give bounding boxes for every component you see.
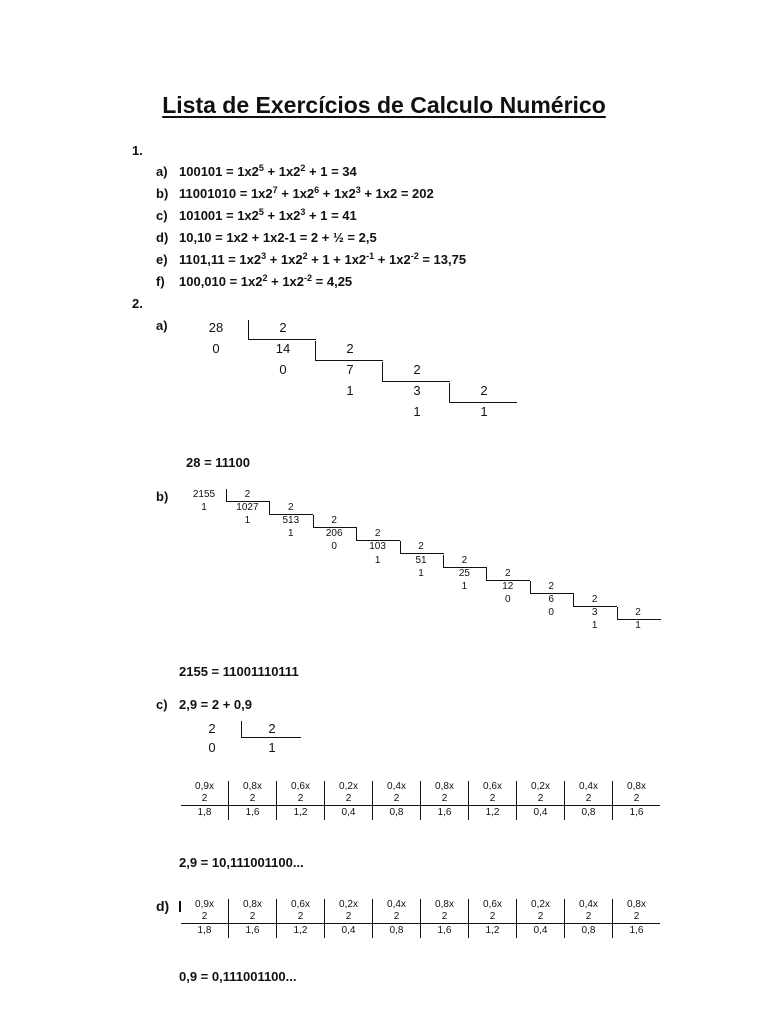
division-dividend: 1027 xyxy=(236,502,259,514)
division-dividend: 2155 xyxy=(192,489,216,500)
table-row xyxy=(181,781,660,793)
table-cell: 2 xyxy=(421,793,469,806)
division-remainder: 1 xyxy=(288,528,294,540)
division-vertical-line xyxy=(449,383,450,402)
exponent: 2 xyxy=(302,251,308,261)
table-cell: 0,6x xyxy=(277,781,325,793)
division-remainder: 1 xyxy=(201,502,207,514)
table-cell: 0,4x xyxy=(373,781,421,793)
table-cell: 1,8 xyxy=(197,925,212,936)
item-2a-label: a) xyxy=(156,318,168,333)
item-2d-label: d) xyxy=(156,898,170,914)
section-1-number: 1. xyxy=(132,143,143,158)
item-1-label: d) xyxy=(156,230,169,245)
table-cell: 0,8 xyxy=(565,924,613,939)
table-cell: 1,2 xyxy=(469,806,517,821)
table-cell: 0,6x xyxy=(469,781,517,793)
table-cell: 0,6x xyxy=(469,899,517,911)
division-final-quotient: 1 xyxy=(635,620,641,631)
division-2c-dividend: 2 xyxy=(208,721,216,736)
table-cell: 0,8x xyxy=(229,899,277,911)
division-2c-quotient: 1 xyxy=(268,740,276,755)
exponent: 5 xyxy=(258,163,264,173)
division-dividend: 7 xyxy=(346,362,354,377)
table-cell: 2 xyxy=(565,793,613,806)
item-1-expression: $100101 = 1x2^5 + 1x2^2 + 1 = 34$ xyxy=(179,163,357,179)
table-cell: 2 xyxy=(517,911,565,924)
table-cell: 0,8 xyxy=(565,806,613,821)
division-divisor: 2 xyxy=(279,320,287,335)
division-remainder: 0 xyxy=(279,362,287,377)
table-cell: 1,6 xyxy=(613,924,661,939)
division-remainder: 0 xyxy=(505,593,511,605)
table-cell: 1,6 xyxy=(421,924,469,939)
table-cell: 1,2 xyxy=(469,924,517,939)
table-cell: 0,9x xyxy=(195,781,214,792)
table-row xyxy=(181,793,660,806)
item-2c-result: 2,9 = 10,111001100... xyxy=(179,855,304,870)
table-row xyxy=(181,899,660,911)
division-remainder: 0 xyxy=(548,606,554,618)
table-cell: 0,2x xyxy=(325,781,373,793)
table-cell: 1,2 xyxy=(277,806,325,821)
division-dividend: 25 xyxy=(458,567,470,579)
item-1-expression: $1101,11 = 1x2^3 + 1x2^2 + 1 + 1x2^{-1} + 1x2^{-2} = 13,75$ xyxy=(179,251,467,267)
exponent: 2 xyxy=(300,163,306,173)
division-vertical-line xyxy=(382,362,383,381)
division-divisor: 2 xyxy=(331,515,337,527)
item-1-label: b) xyxy=(156,186,169,201)
section-2-number: 2. xyxy=(132,296,143,311)
division-divisor: 2 xyxy=(461,554,468,566)
table-cell: 2 xyxy=(325,911,373,924)
division-dividend: 14 xyxy=(275,341,291,356)
table-cell: 2 xyxy=(373,911,421,924)
table-cell: 1,2 xyxy=(277,924,325,939)
table-cell: 0,8x xyxy=(613,781,661,793)
item-2c-label: c) xyxy=(156,697,168,712)
division-vertical-line xyxy=(315,341,316,360)
division-remainder: 0 xyxy=(331,541,337,553)
division-dividend: 206 xyxy=(325,528,343,540)
division-divisor: 2 xyxy=(244,489,251,500)
table-cell: 2 xyxy=(421,911,469,924)
division-2c-vertical-line xyxy=(241,721,242,738)
item-1-expression: $11001010 = 1x2^7 + 1x2^6 + 1x2^3 + 1x2 = 202$ xyxy=(179,185,434,201)
division-vertical-line xyxy=(400,541,401,553)
division-remainder: 1 xyxy=(418,567,424,579)
table-cell: 1,6 xyxy=(229,924,277,939)
division-vertical-line xyxy=(617,607,618,619)
table-cell: 0,8 xyxy=(373,806,421,821)
table-cell: 1,8 xyxy=(197,807,212,818)
table-row xyxy=(181,806,660,821)
table-cell: 0,9x xyxy=(195,899,214,910)
division-remainder: 1 xyxy=(244,515,251,527)
division-vertical-line xyxy=(313,515,314,527)
table-cell: 2 xyxy=(613,911,661,924)
division-divisor: 2 xyxy=(346,341,354,356)
item-1-expression: $100,010 = 1x2^2 + 1x2^{-2} = 4,25$ xyxy=(179,273,353,289)
item-2b-label: b) xyxy=(156,489,169,504)
division-vertical-line xyxy=(356,528,357,540)
division-dividend: 3 xyxy=(591,606,598,618)
table-cell: 0,8x xyxy=(421,781,469,793)
multiplication-table-2c xyxy=(181,781,660,820)
division-divisor: 2 xyxy=(374,528,381,540)
table-cell: 0,8x xyxy=(613,899,661,911)
division-vertical-line xyxy=(226,489,227,501)
division-vertical-line xyxy=(269,502,270,514)
exponent: 3 xyxy=(261,251,267,261)
table-cell: 2 xyxy=(277,793,325,806)
exponent: 5 xyxy=(258,207,264,217)
division-horizontal-line xyxy=(382,381,450,382)
table-row xyxy=(181,924,660,939)
division-vertical-line xyxy=(530,581,531,593)
item-1-expression: $101001 = 1x2^5 + 1x2^3 + 1 = 41$ xyxy=(179,207,357,223)
table-cell: 0,4x xyxy=(565,781,613,793)
item-1-expression: 10,10 = 1x2 + 1x2-1 = 2 + ½ = 2,5 xyxy=(179,230,377,245)
exponent: 6 xyxy=(314,185,320,195)
exponent: -2 xyxy=(410,251,419,261)
table-cell: 1,6 xyxy=(421,806,469,821)
division-divisor: 2 xyxy=(591,593,598,605)
table-row xyxy=(181,911,660,924)
item-2d-result: 0,9 = 0,111001100... xyxy=(179,969,297,984)
exponent: 3 xyxy=(355,185,361,195)
division-remainder: 1 xyxy=(591,620,598,631)
division-dividend: 3 xyxy=(413,383,421,398)
division-dividend: 6 xyxy=(548,593,554,605)
division-2c-remainder: 0 xyxy=(208,740,216,755)
division-horizontal-line xyxy=(449,402,517,403)
division-dividend: 12 xyxy=(502,580,514,592)
table-cell: 2 xyxy=(565,911,613,924)
division-divisor: 2 xyxy=(548,580,554,592)
table-cell: 0,2x xyxy=(325,899,373,911)
table-cell: 0,4 xyxy=(517,806,565,821)
item-2b-result: 2155 = 11001110111 xyxy=(179,664,299,679)
division-remainder: 1 xyxy=(374,554,381,566)
division-vertical-line xyxy=(443,555,444,567)
table-cell: 2 xyxy=(229,911,277,924)
exponent: 3 xyxy=(300,207,306,217)
table-cell: 2 xyxy=(229,793,277,806)
table-cell: 2 xyxy=(181,793,229,806)
table-cell: 2 xyxy=(517,793,565,806)
division-remainder: 1 xyxy=(346,383,354,398)
division-dividend: 28 xyxy=(208,320,224,335)
exponent: -1 xyxy=(366,251,375,261)
division-horizontal-line xyxy=(248,339,316,340)
table-cell: 2 xyxy=(373,793,421,806)
item-1-label: c) xyxy=(156,208,168,223)
division-divisor: 2 xyxy=(288,502,294,514)
exponent: 7 xyxy=(272,185,278,195)
division-divisor: 2 xyxy=(413,362,421,377)
division-dividend: 103 xyxy=(369,541,386,553)
division-2c-divisor: 2 xyxy=(268,721,276,736)
item-2a-result: 28 = 11100 xyxy=(186,455,250,470)
table-cell: 1,6 xyxy=(613,806,661,821)
table-cell: 0,4 xyxy=(517,924,565,939)
division-horizontal-line xyxy=(315,360,383,361)
item-1-label: e) xyxy=(156,252,168,267)
division-vertical-line xyxy=(486,568,487,580)
multiplication-table-2d xyxy=(181,899,660,938)
division-divisor: 2 xyxy=(505,567,511,579)
division-dividend: 513 xyxy=(282,515,300,527)
table-cell: 2 xyxy=(325,793,373,806)
division-remainder: 1 xyxy=(413,404,421,419)
table-cell: 0,6x xyxy=(277,899,325,911)
table-cell: 0,2x xyxy=(517,899,565,911)
item-1-label: f) xyxy=(156,274,165,289)
division-remainder: 0 xyxy=(212,341,220,356)
table-cell: 0,8x xyxy=(229,781,277,793)
table-cell: 0,4 xyxy=(325,806,373,821)
table-cell: 2 xyxy=(613,793,661,806)
division-vertical-line xyxy=(573,594,574,606)
division-divisor: 2 xyxy=(480,383,488,398)
division-divisor: 2 xyxy=(635,606,641,618)
table-cell: 2 xyxy=(469,911,517,924)
division-dividend: 51 xyxy=(415,554,427,566)
exponent: -2 xyxy=(304,273,313,283)
page-title: Lista de Exercícios de Calculo Numérico xyxy=(162,92,606,118)
division-2c-horizontal-line xyxy=(241,737,301,738)
table-cell: 2 xyxy=(469,793,517,806)
division-remainder: 1 xyxy=(461,580,468,592)
table-cell: 0,8 xyxy=(373,924,421,939)
table-cell: 0,2x xyxy=(517,781,565,793)
table-cell: 0,4x xyxy=(373,899,421,911)
table-cell: 1,6 xyxy=(229,806,277,821)
table-cell: 0,4x xyxy=(565,899,613,911)
division-divisor: 2 xyxy=(418,541,424,553)
item-1-label: a) xyxy=(156,164,168,179)
division-vertical-line xyxy=(248,320,249,339)
table-cell: 2 xyxy=(181,911,229,924)
table-cell: 0,8x xyxy=(421,899,469,911)
division-final-quotient: 1 xyxy=(480,404,488,419)
table-cell: 2 xyxy=(277,911,325,924)
exponent: 2 xyxy=(262,273,268,283)
item-2c-header: 2,9 = 2 + 0,9 xyxy=(179,697,253,712)
table-cell: 0,4 xyxy=(325,924,373,939)
